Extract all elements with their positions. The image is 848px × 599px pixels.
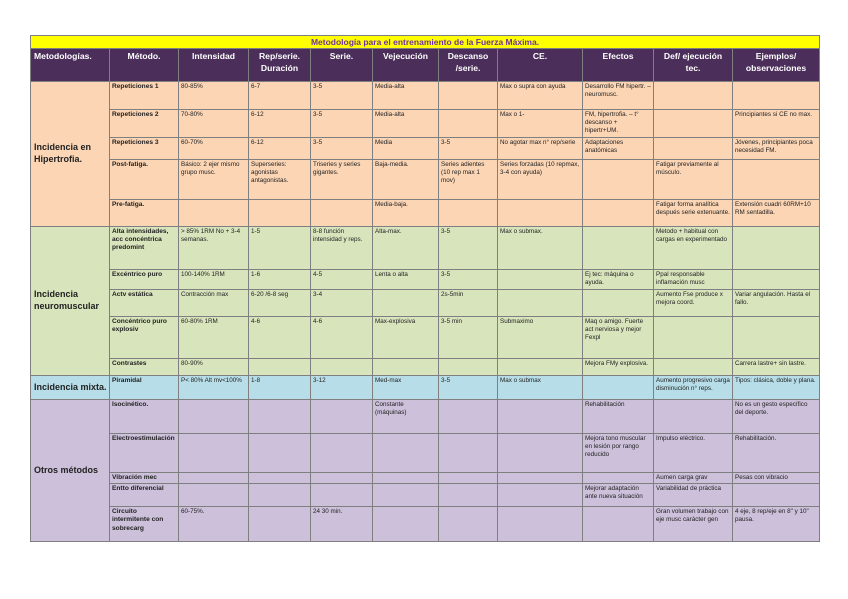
table-cell: 70-80% [179,110,249,138]
table-cell: 8-8 función intensidad y reps. [311,227,373,270]
table-cell: Superseries: agonistas antagonistas. [249,160,311,200]
table-cell: No agotar max n° rep/serie [498,138,583,160]
table-row [31,110,820,138]
table-row [31,359,820,376]
table-cell: Series adientes (10 rep max 1 mov) [439,160,498,200]
table-cell [733,484,820,507]
table-cell: Adaptaciones anatómicas [583,138,654,160]
table-cell: Series forzadas (10 repmax, 3-4 con ayuda) [498,160,583,200]
table-cell [179,200,249,227]
table-cell [654,110,733,138]
column-header: Ejemplos/ observaciones [733,49,820,82]
table-cell [311,359,373,376]
table-cell: Mejora tono muscular en lesión por rango reducido [583,434,654,473]
table-cell: Rehabilitación. [733,434,820,473]
method-cell: Entto diferencial [110,484,179,507]
table-cell: Variabilidad de práctica [654,484,733,507]
table-cell [498,270,583,290]
table-cell: Tipos: clásica, doble y plana. [733,376,820,400]
group-label: Incidencia en Hipertrofia. [31,82,110,227]
table-row [31,138,820,160]
method-cell: Isocinético. [110,400,179,434]
table-cell [439,400,498,434]
table-cell: Metodo + habitual con cargas en experimentado [654,227,733,270]
table-cell [439,110,498,138]
table-cell [583,507,654,542]
table-cell [439,484,498,507]
table-cell: 2s-5min [439,290,498,317]
column-header: Efectos [583,49,654,82]
table-cell [311,484,373,507]
table-cell [583,376,654,400]
table-cell [654,138,733,160]
method-cell: Repeticiones 2 [110,110,179,138]
table-cell [583,200,654,227]
method-cell: Actv estática [110,290,179,317]
method-cell: Repeticiones 1 [110,82,179,110]
table-cell [439,200,498,227]
table-cell: Aumento Fse produce x mejora coord. [654,290,733,317]
table-cell: 6-12 [249,110,311,138]
title-row [31,36,820,49]
table-cell: 3-5 [311,82,373,110]
column-header: Def/ ejecución tec. [654,49,733,82]
table-cell: 6-7 [249,82,311,110]
column-header: Método. [110,49,179,82]
table-cell: Maq o amigo. Fuerte act nerviosa y mejor Fexpl [583,317,654,359]
column-header: Rep/serie. Duración [249,49,311,82]
table-row [31,290,820,317]
table-cell: Media-baja. [373,200,439,227]
table-cell: Max o 1- [498,110,583,138]
table-cell: Gran volumen trabajo con eje musc carácter gen [654,507,733,542]
table-cell: Principiantes si CE no max. [733,110,820,138]
table-cell: 100-140% 1RM [179,270,249,290]
method-cell: Pre-fatiga. [110,200,179,227]
table-cell [654,317,733,359]
table-cell: Fatigar previamente al músculo. [654,160,733,200]
table-cell [583,473,654,484]
table-cell [498,434,583,473]
table-cell: 60-70% [179,138,249,160]
table-row [31,484,820,507]
table-cell [179,400,249,434]
table-row [31,507,820,542]
table-cell [498,507,583,542]
table-cell: 3-5 [439,270,498,290]
table-cell [311,200,373,227]
table-row [31,400,820,434]
table-cell: 1-6 [249,270,311,290]
table-cell: Constante (máquinas) [373,400,439,434]
table-row [31,160,820,200]
table-cell: 60-80% 1RM [179,317,249,359]
method-cell: Concéntrico puro explosiv [110,317,179,359]
method-cell: Piramidal [110,376,179,400]
table-cell: Max o supra con ayuda [498,82,583,110]
table-cell [439,82,498,110]
table-cell: 4-5 [311,270,373,290]
table-cell: 4 eje, 8 rep/eje en 8" y 10" pausa. [733,507,820,542]
method-cell: Contrastes [110,359,179,376]
table-cell [583,160,654,200]
table-cell [439,473,498,484]
table-cell: 3-5 [439,227,498,270]
table-cell [498,473,583,484]
column-header: Descanso /serie. [439,49,498,82]
table-cell [654,82,733,110]
table-cell [373,484,439,507]
column-header: Serie. [311,49,373,82]
table-cell: Extensión cuadri 60RM+10 RM sentadilla. [733,200,820,227]
table-cell: Ej tec: máquina o ayuda. [583,270,654,290]
table-cell: 3-5 [439,138,498,160]
table-row [31,200,820,227]
table-cell [179,484,249,507]
table-cell [179,473,249,484]
table-cell: 1-5 [249,227,311,270]
table-cell: Med-max [373,376,439,400]
table-cell: 80-85% [179,82,249,110]
table-cell [654,400,733,434]
table-cell [498,200,583,227]
table-cell: Contracción max [179,290,249,317]
method-cell: Vibración mec [110,473,179,484]
table-cell [249,473,311,484]
table-cell [583,227,654,270]
method-cell: Repeticiones 3 [110,138,179,160]
table-cell: Max o submax. [498,227,583,270]
table-cell: No es un gesto específico del deporte. [733,400,820,434]
table-row [31,473,820,484]
column-header: CE. [498,49,583,82]
table-cell: Baja-media. [373,160,439,200]
table-cell [373,507,439,542]
table-cell [498,400,583,434]
column-header: Intensidad [179,49,249,82]
table-cell: Jóvenes, principiantes poca necesidad FM. [733,138,820,160]
table-cell [373,359,439,376]
table-cell: 3-5 [439,376,498,400]
table-cell: 4-6 [249,317,311,359]
table-cell: Fatigar forma analítica después serie extenuante. [654,200,733,227]
table-cell [373,290,439,317]
method-cell: Circuito intermitente con sobrecarg [110,507,179,542]
method-cell: Post-fatiga. [110,160,179,200]
table-cell [733,82,820,110]
table-cell: > 85% 1RM No + 3-4 semanas. [179,227,249,270]
table-cell: 1-8 [249,376,311,400]
table-cell [249,400,311,434]
table-cell: Carrera lastre+ sin lastre. [733,359,820,376]
group-label: Incidencia mixta. [31,376,110,400]
table-cell: Media-alta [373,82,439,110]
table-cell: FM, hipertrofia. – t° descanso + hipertr+UM. [583,110,654,138]
table-cell [439,434,498,473]
table-cell: Aumen carga grav [654,473,733,484]
table-cell: 60-75%. [179,507,249,542]
methodology-table [30,35,820,542]
method-cell: Excéntrico puro [110,270,179,290]
table-cell: 3-12 [311,376,373,400]
table-cell: Ppal responsable inflamación musc [654,270,733,290]
table-cell [249,434,311,473]
header-row [31,49,820,82]
table-cell: 3-5 [311,138,373,160]
table-cell [439,507,498,542]
table-cell: Aumento progresivo carga disminución n° reps. [654,376,733,400]
table-row [31,270,820,290]
group-label: Incidencia neuromuscular [31,227,110,376]
table-cell [249,484,311,507]
table-cell: Mejorar adaptación ante nueva situación [583,484,654,507]
table-cell [733,317,820,359]
table-cell: 80-90% [179,359,249,376]
table-cell [249,359,311,376]
table-row [31,376,820,400]
table-cell [498,359,583,376]
table-cell: Max-explosiva [373,317,439,359]
table-row [31,434,820,473]
table-cell: Triseries y series gigantes. [311,160,373,200]
method-cell: Alta intensidades, acc concéntrica predomint [110,227,179,270]
table-cell: Mejora FMy explosiva. [583,359,654,376]
table-cell: 4-6 [311,317,373,359]
table-cell: 6-12 [249,138,311,160]
table-cell [249,507,311,542]
table-cell [311,434,373,473]
table-cell [498,484,583,507]
table-cell: Variar angulación. Hasta el fallo. [733,290,820,317]
table-cell [373,434,439,473]
table-cell [733,160,820,200]
table-cell: Básico: 2 ejer mismo grupo musc. [179,160,249,200]
table-cell [249,200,311,227]
table-cell: Submaximo [498,317,583,359]
table-cell: Media [373,138,439,160]
table-cell [311,400,373,434]
table-cell: Desarrollo FM hipertr. – neuromusc. [583,82,654,110]
table-row [31,82,820,110]
table-cell: Media-alta [373,110,439,138]
spreadsheet [30,35,820,542]
table-cell: 3-4 [311,290,373,317]
table-row [31,227,820,270]
table-cell: Rehabilitación [583,400,654,434]
table-cell [179,434,249,473]
column-header: Vejecución [373,49,439,82]
table-cell [654,359,733,376]
table-cell: 3-5 [311,110,373,138]
table-cell: 24 30 min. [311,507,373,542]
table-cell [733,270,820,290]
table-cell: Pesas con vibracio [733,473,820,484]
table-cell: P< 80% Alt mv<100% [179,376,249,400]
table-cell [583,290,654,317]
table-cell [498,290,583,317]
table-row [31,317,820,359]
table-cell: Max o submax [498,376,583,400]
column-header: Metodologías. [31,49,110,82]
method-cell: Electroestimulación [110,434,179,473]
table-cell [311,473,373,484]
table-cell [733,227,820,270]
table-title: Metodología para el entrenamiento de la Fuerza Máxima. [31,36,820,49]
table-cell: Lenta o alta [373,270,439,290]
table-cell: 6-20 /6-8 seg [249,290,311,317]
table-cell: Impulso eléctrico. [654,434,733,473]
table-cell [439,359,498,376]
table-cell: Alta-max. [373,227,439,270]
table-cell: 3-5 min [439,317,498,359]
group-label: Otros métodos [31,400,110,542]
table-cell [373,473,439,484]
